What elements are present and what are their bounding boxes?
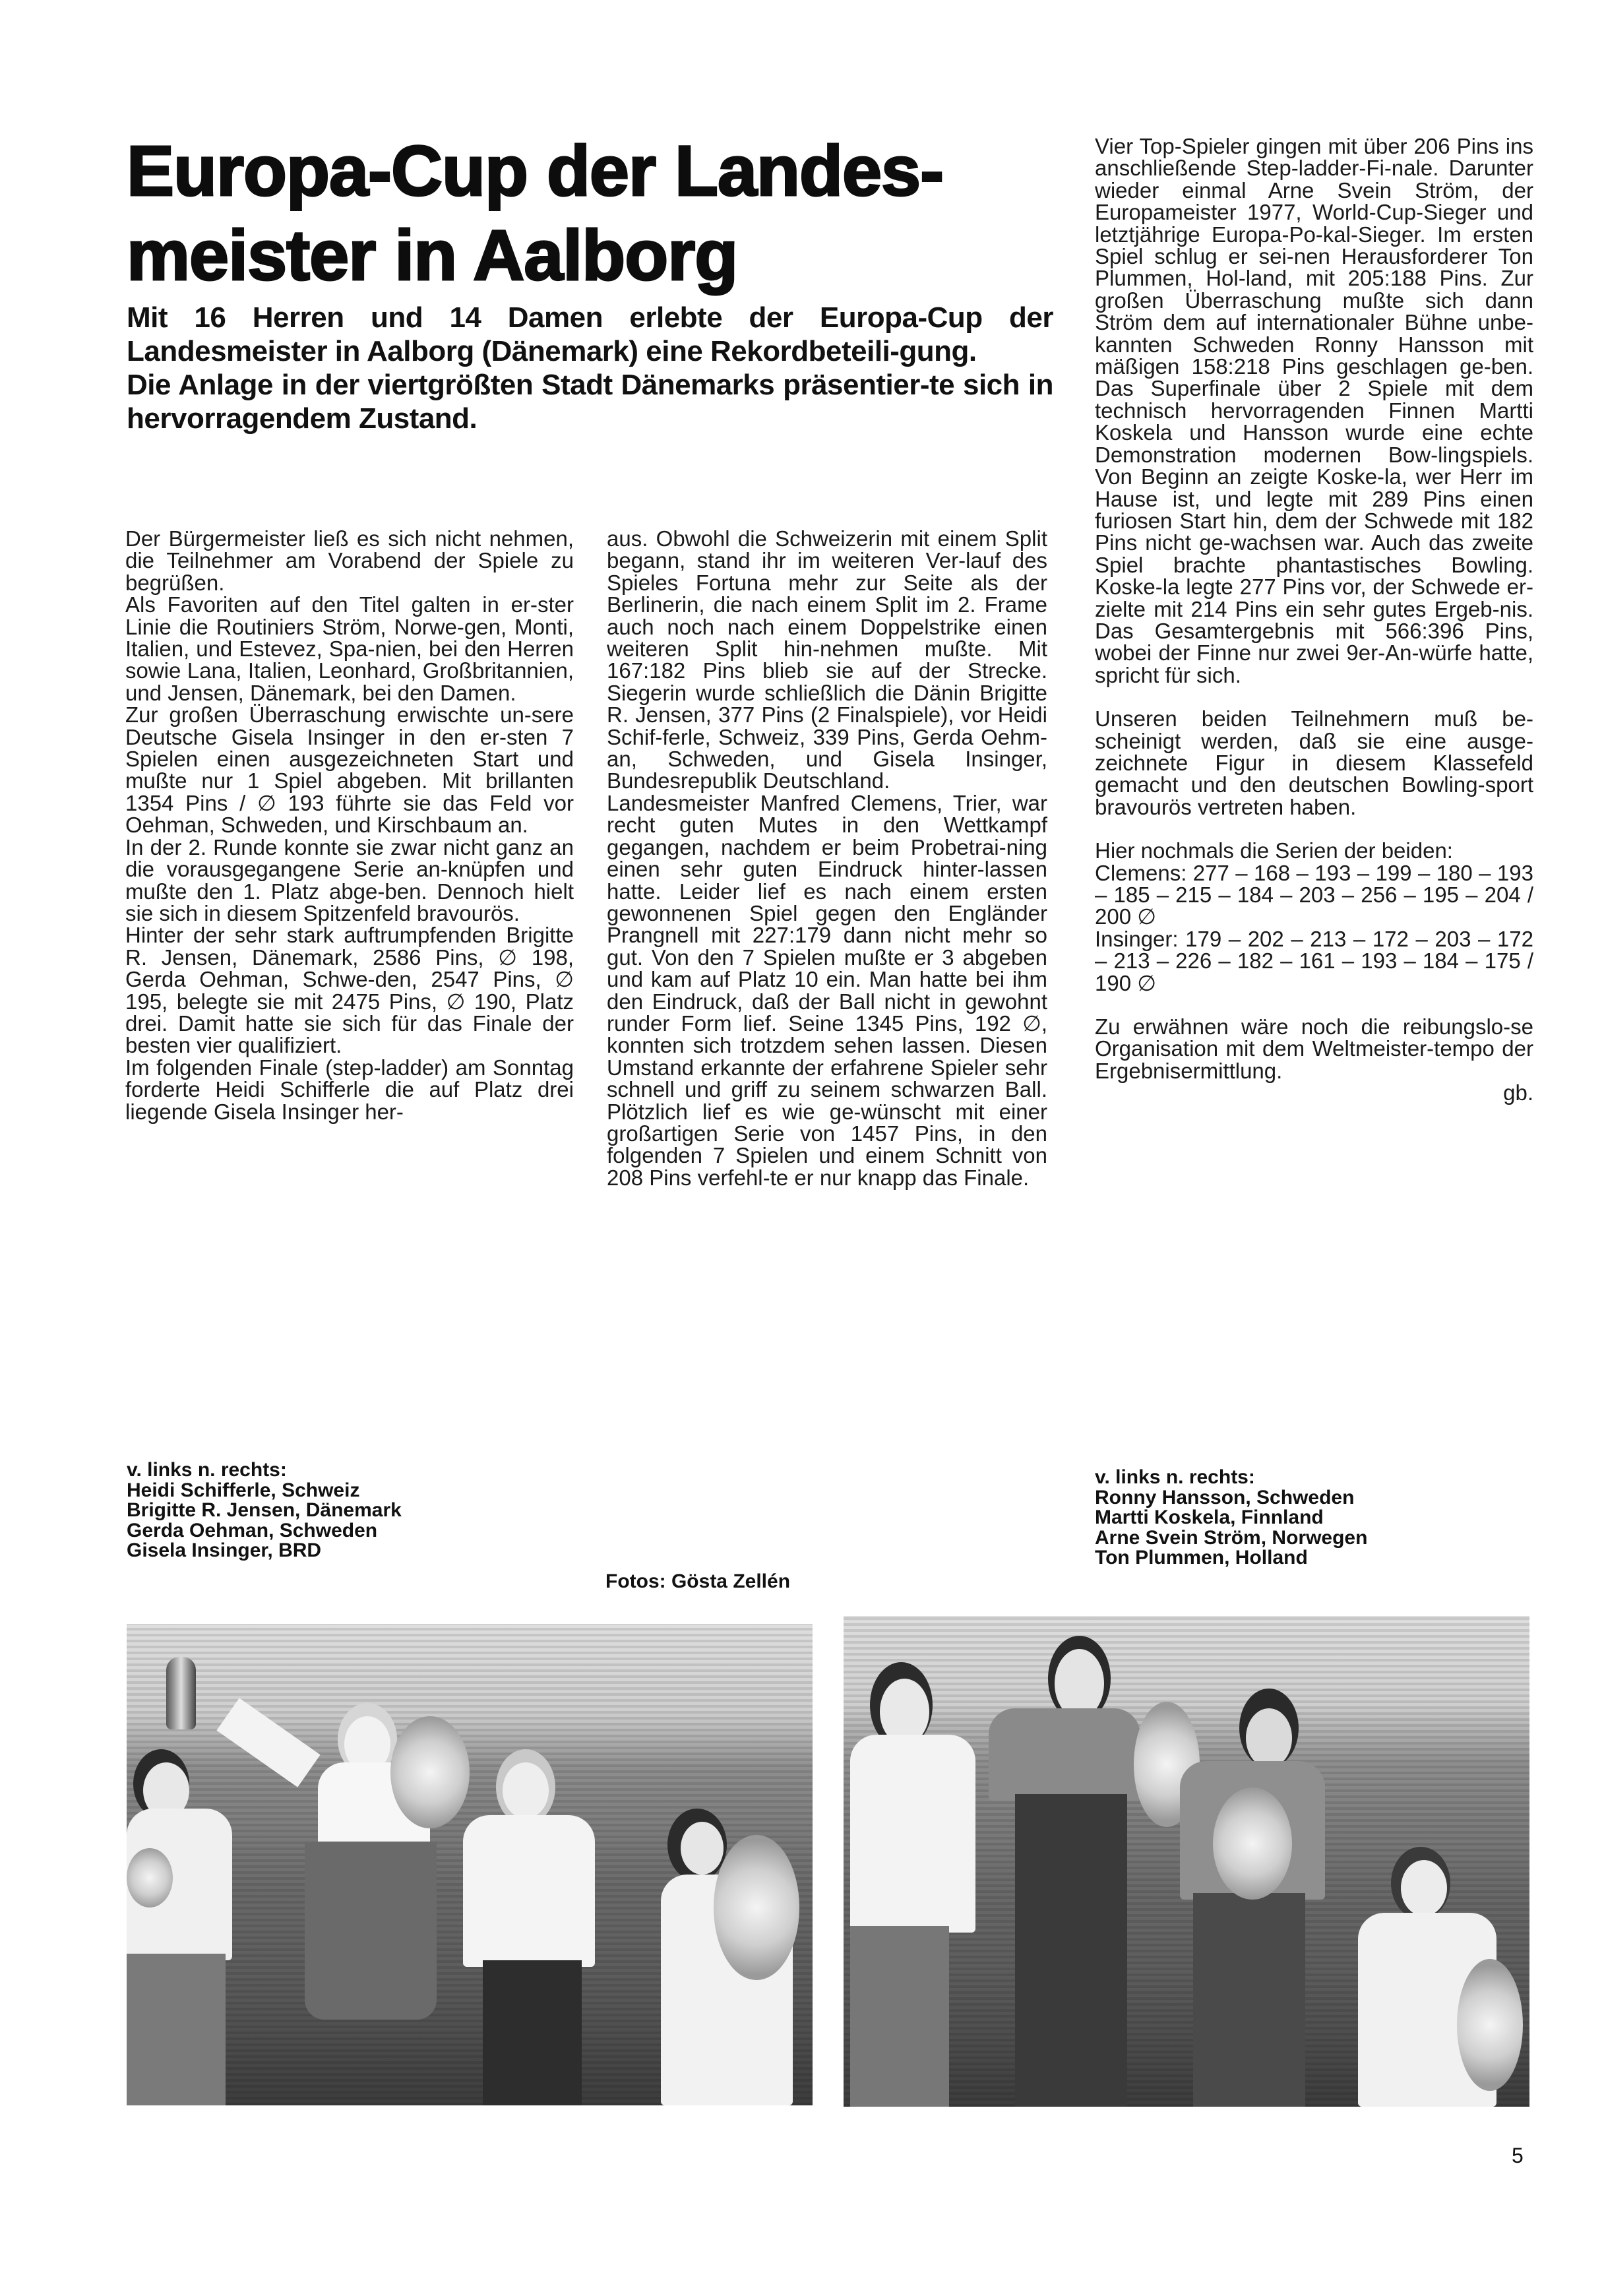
caption-name: Arne Svein Ström, Norwegen (1095, 1526, 1368, 1549)
caption-heading: v. links n. rechts: (1095, 1466, 1255, 1488)
caption-heading: v. links n. rechts: (127, 1459, 287, 1481)
men-podium-photo (844, 1616, 1529, 2107)
caption-name: Gisela Insinger, BRD (127, 1539, 322, 1561)
article-lead (127, 301, 1053, 435)
paragraph: Landesmeister Manfred Clemens, Trier, war recht guten Mutes in den Wettkampf gegangen, nachdem er beim Probetrai-ning einen sehr guten Eindruck hinter-lassen hatte. Leider lief es nach einem ersten gewonnenen Spiel gegen den Engländer Prangnell mit 227:179 dann nicht mehr so gut. Von den 7 Spielen mußte er 3 abgeben und kam auf Platz 10 ein. Man hatte bei ihm den Eindruck, daß der Ball nicht in gewohnt runder Form lief. Seine 1345 Pins, 192 ∅, konnten sich trotzdem sehen lassen. Diesen Umstand erkannte der erfahrene Spieler sehr schnell und griff zu seinem schwarzen Ball. Plötzlich lief es wie ge-wünscht mit einer großartigen Serie von 1457 Pins, in den folgenden 7 Spielen und einem Schnitt von 208 Pins verfehl-te er nur knapp das Finale. (607, 790, 1047, 1190)
paragraph: Im folgenden Finale (step-ladder) am Sonntag forderte Heidi Schifferle die auf Platz drei liegende Gisela Insinger her- (125, 1055, 574, 1124)
paragraph: Vier Top-Spieler gingen mit über 206 Pins ins anschließende Step-ladder-Fi-nale. Darunter wieder einmal Arne Svein Ström, der Europameister 1977, World-Cup-Sieger und letztjährige Europa-Po-kal-Sieger. Im ersten Spiel schlug er sei-nen Herausforderer Ton Plummen, Hol-land, mit 205:188 Pins. Zur großen Überraschung mußte sich dann Ström dem auf internationaler Bühne unbe-kannten Schweden Ronny Hansson mit mäßigen 158:218 Pins geschlagen ge-ben. Das Superfinale über 2 Spiele mit dem technisch hervorragenden Finnen Martti Koskela und Hansson wurde eine echte Demonstration modernen Bow-lingspiels. Von Beginn an zeigte Koske-la, wer Herr im Hause ist, und legte mit 289 Pins einen furiosen Start hin, dem der Schwede mit 182 Pins nicht ge-wachsen war. Auch das zweite Spiel brachte phantastisches Bowling. Koske-la legte 277 Pins vor, der Schwede er-zielte mit 214 Pins ein sehr gutes Ergeb-nis. Das Gesamtergebnis mit 566:396 Pins, wobei der Finne nur zwei 9er-An-würfe hatte, spricht für sich. (1095, 134, 1533, 687)
photo-credit-text: Fotos: Gösta Zellén (605, 1570, 791, 1592)
text-column-2 (607, 528, 1047, 1189)
lead-paragraph-1: Mit 16 Herren und 14 Damen erlebte der Europa-Cup der Landesmeister in Aalborg (Dänemark) eine Rekordbeteili-gung. (127, 301, 1053, 367)
paragraph: Hinter der sehr stark auftrumpfenden Brigitte R. Jensen, Dänemark, 2586 Pins, ∅ 198, Gerda Oehman, Schwe-den, 2547 Pins, ∅ 195, belegte sie mit 2475 Pins, ∅ 190, Platz drei. Damit hatte sie sich für das Finale der besten vier qualifiziert. (125, 923, 574, 1058)
paragraph: In der 2. Runde konnte sie zwar nicht ganz an die vorausgegangene Serie an-knüpfen und mußte den 1. Platz abge-ben. Dennoch hielt sie sich in diesem Spitzenfeld bravourös. (125, 834, 574, 925)
series-heading: Hier nochmals die Serien der beiden: (1095, 838, 1453, 863)
caption-name: Gerda Oehman, Schweden (127, 1519, 378, 1541)
trophy-icon (166, 1657, 196, 1729)
paragraph: Zur großen Überraschung erwischte un-sere Deutsche Gisela Insinger in den er-sten 7 Spielen einen ausgezeichneten Start und mußte nur 1 Spiel abgeben. Mit brillanten 1354 Pins / ∅ 193 führte sie das Feld vor Oehman, Schweden, und Kirschbaum an. (125, 702, 574, 838)
lead-paragraph-2: Die Anlage in der viertgrößten Stadt Dänemarks präsentier-te sich in hervorragendem Zustand. (127, 369, 1053, 435)
page-number: 5 (1512, 2144, 1524, 2167)
text-column-3 (1095, 135, 1533, 1104)
paragraph: Als Favoriten auf den Titel galten in er-ster Linie die Routiniers Ström, Norwe-gen, Monti, Italien, und Estevez, Spa-nien, bei den Herren sowie Lana, Italien, Leonhard, Großbritannien, und Jensen, Dänemark, bei den Damen. (125, 592, 574, 705)
caption-name: Brigitte R. Jensen, Dänemark (127, 1499, 402, 1521)
series-clemens: Clemens: 277 – 168 – 193 – 199 – 180 – 193 – 185 – 215 – 184 – 203 – 256 – 195 – 204 / 200 ∅ (1095, 860, 1533, 929)
article-title (127, 129, 1063, 297)
women-podium-photo (127, 1624, 813, 2105)
person-figure (127, 1624, 813, 2105)
title-line-2: meister in Aalborg (127, 215, 738, 295)
caption-women (127, 1460, 402, 1561)
paragraph: Der Bürgermeister ließ es sich nicht nehmen, die Teilnehmer am Vorabend der Spiele zu begrüßen. (125, 526, 574, 595)
caption-name: Heidi Schifferle, Schweiz (127, 1479, 360, 1501)
paragraph: Zu erwähnen wäre noch die reibungslo-se Organisation mit dem Weltmeister-tempo der Ergebnisermittlung. (1095, 1014, 1533, 1083)
paragraph: Unseren beiden Teilnehmern muß be-scheinigt werden, daß sie eine ausge-zeichnete Figur in diesem Klassefeld gemacht und den deutschen Bowling-sport bravourös vertreten haben. (1095, 706, 1533, 819)
photo-credit (605, 1572, 790, 1592)
series-insinger: Insinger: 179 – 202 – 213 – 172 – 203 – 172 – 213 – 226 – 182 – 161 – 193 – 184 – 175 / 190 ∅ (1095, 926, 1533, 995)
caption-name: Martti Koskela, Finnland (1095, 1506, 1324, 1528)
caption-name: Ton Plummen, Holland (1095, 1547, 1308, 1568)
person-figure (844, 1616, 1529, 2107)
paragraph: aus. Obwohl die Schweizerin mit einem Split begann, stand ihr im weiteren Ver-lauf des Spieles Fortuna mehr zur Seite als der Berlinerin, die nach einem Split im 2. Frame auch noch nach einem Doppelstrike einen weiteren Split hin-nehmen mußte. Mit 167:182 Pins blieb sie auf der Strecke. Siegerin wurde schließlich die Dänin Brigitte R. Jensen, 377 Pins (2 Finalspiele), vor Heidi Schif-ferle, Schweiz, 339 Pins, Gerda Oehm-an, Schweden, und Gisela Insinger, Bundesrepublik Deutschland. (607, 526, 1047, 793)
caption-men (1095, 1468, 1367, 1568)
text-column-1 (125, 528, 574, 1123)
caption-name: Ronny Hansson, Schweden (1095, 1486, 1355, 1508)
title-line-1: Europa-Cup der Landes- (127, 131, 944, 210)
author-signature: gb. (1503, 1080, 1533, 1105)
